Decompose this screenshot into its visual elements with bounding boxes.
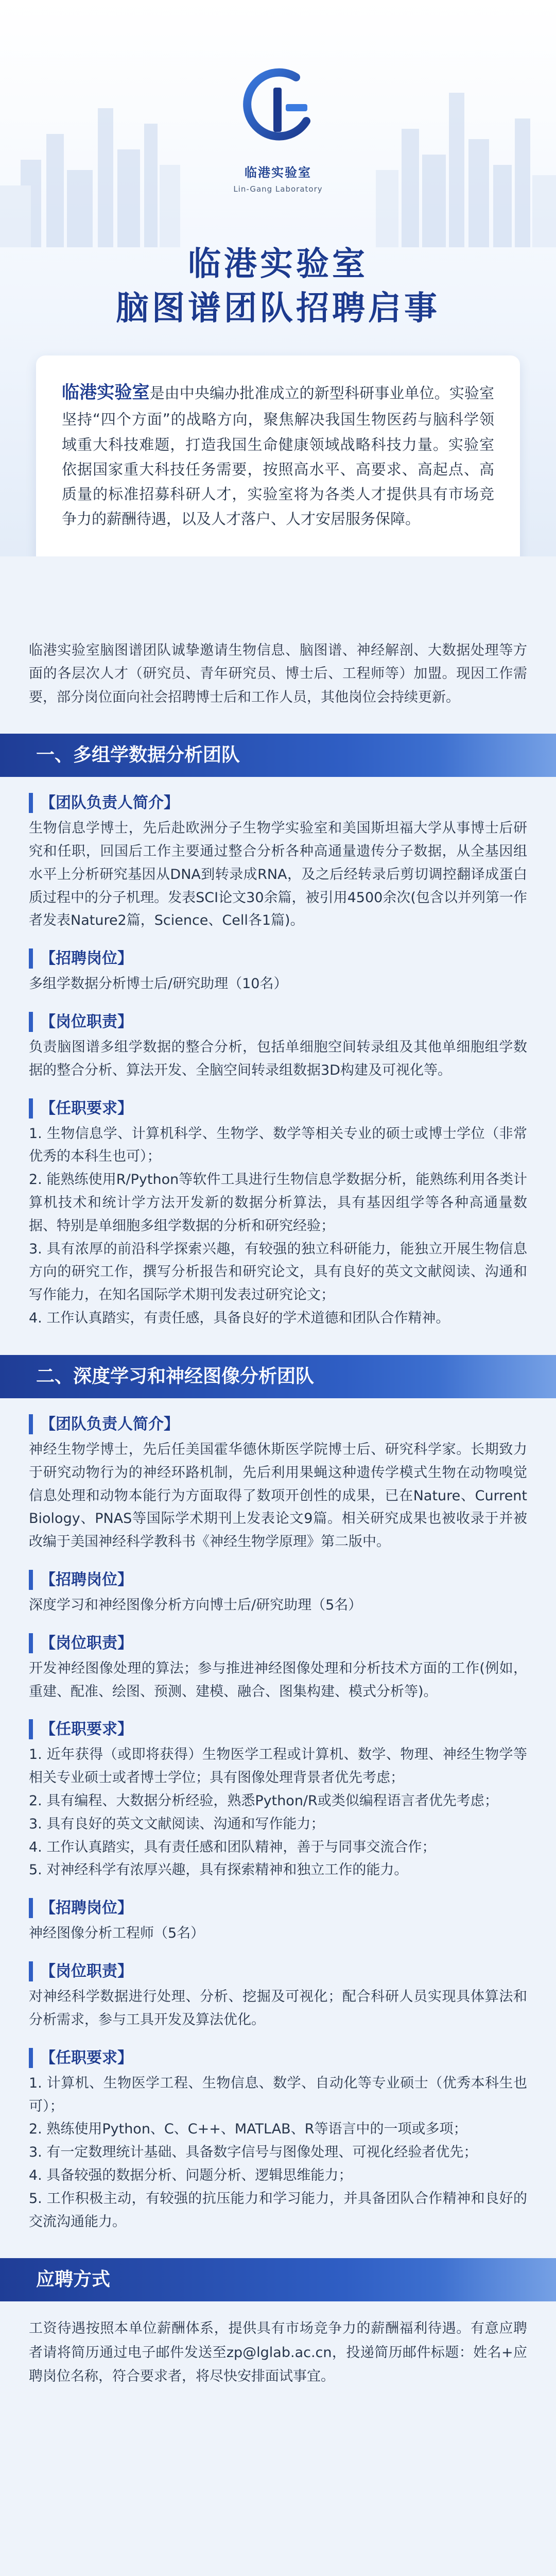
block-title: 【任职要求】 (29, 1098, 133, 1118)
requirement-item: 1. 近年获得（或即将获得）生物医学工程或计算机、数学、物理、神经生物学等相关专业硕士或者博士学位；具有图像处理背景者优先考虑； (29, 1747, 527, 1786)
requirement-item: 3. 具有良好的英文文献阅读、沟通和写作能力； (29, 1816, 325, 1832)
lab-intro-card (36, 355, 520, 556)
requirements-block (29, 1719, 527, 1882)
section-title: 应聘方式 (36, 2269, 111, 2291)
title-line-2: 脑图谱团队招聘启事 (116, 290, 440, 328)
block-title: 【招聘岗位】 (29, 1570, 133, 1590)
position-block (29, 948, 527, 996)
intro-text: 是由中央编办批准成立的新型科研事业单位。实验室坚持“四个方面”的战略方向，聚焦解决我国生物医药与脑科学领域重大科技难题，打造我国生命健康领域战略科技力量。实验室依据国家重大科技任务需要，按照高水平、高要求、高起点、高质量的标准招募科研人才，实验室将为各类人才提供具有市场竞争力的薪酬待遇，以及人才落户、人才安居服务保障。 (62, 384, 494, 528)
requirements-block (29, 1098, 527, 1330)
requirement-item: 2. 熟练使用Python、C、C++、MATLAB、R等语言中的一项或多项； (29, 2121, 467, 2138)
duties-text: 对神经科学数据进行处理、分析、挖掘及可视化；配合科研人员实现具体算法和分析需求，参与工具开发及算法优化。 (29, 1989, 527, 2028)
duties-block (29, 1633, 527, 1704)
block-title: 【招聘岗位】 (29, 1898, 133, 1918)
team-leader-block (29, 792, 527, 933)
section-bar-decoration (438, 2258, 556, 2301)
requirements-list (29, 1743, 527, 1882)
requirement-item: 3. 有一定数理统计基础、具备数字信号与图像处理、可视化经验者优先； (29, 2144, 478, 2161)
section-bar-decoration (438, 734, 556, 777)
requirement-item: 2. 能熟练使用R/Python等软件工具进行生物信息学数据分析，能熟练利用各类计算机技术和统计学方法开发新的数据分析算法，具有基因组学等各种高通量数据、特别是单细胞多组学数据的分析和研究经验； (29, 1172, 527, 1234)
logo-english-name: Lin-Gang Laboratory (233, 184, 323, 194)
requirements-list (29, 2072, 527, 2234)
section-header-apply (0, 2258, 556, 2301)
requirement-item: 3. 具有浓厚的前沿科学探索兴趣，有较强的独立科研能力，能独立开展生物信息方向的研究工作，撰写分析报告和研究论文，具有良好的英文文献阅读、沟通和写作能力，在知名国际学术期刊发表过研究论文； (29, 1241, 527, 1303)
block-title: 【任职要求】 (29, 2048, 133, 2068)
title-line-1: 临港实验室 (188, 245, 368, 283)
logo-name: 临港实验室 (245, 165, 311, 180)
position-name: 多组学数据分析博士后/研究助理（10名） (29, 976, 288, 992)
section-title: 二、深度学习和神经图像分析团队 (36, 1365, 315, 1387)
requirements-list (29, 1123, 527, 1330)
requirements-block (29, 2047, 527, 2234)
section-header-team-1 (0, 734, 556, 777)
intro-lead: 临港实验室 (62, 382, 150, 403)
page-title (0, 242, 556, 331)
position-name: 深度学习和神经图像分析方向博士后/研究助理（5名） (29, 1597, 362, 1613)
lingang-logo-icon (234, 62, 322, 149)
duties-text: 负责脑图谱多组学数据的整合分析，包括单细胞空间转录组及其他单细胞组学数据的整合分析、算法开发、全脑空间转录组数据3D构建及可视化等。 (29, 1039, 527, 1078)
position-name: 神经图像分析工程师（5名） (29, 1925, 205, 1942)
block-title: 【团队负责人简介】 (29, 1414, 179, 1434)
leader-description: 神经生物学博士，先后任美国霍华德休斯医学院博士后、研究科学家。长期致力于研究动物行为的神经环路机制，先后利用果蝇这种遗传学模式生物在动物嗅觉信息处理和动物本能行为方面取得了数项开创性的成果，已在Nature、Current Biology、PNAS等国际学术期刊上发表论文9篇。相关研究成果也被收录于并被改编于美国神经科学教科书《神经生物学原理》第二版中。 (29, 1441, 527, 1550)
leader-description: 生物信息学博士，先后赴欧洲分子生物学实验室和美国斯坦福大学从事博士后研究和任职，回国后工作主要通过整合分析各种高通量遗传分子数据，从全基因组水平上分析研究基因从DNA到转录成RNA，及之后经转录后剪切调控翻译成蛋白质过程中的分子机理。发表SCI论文30余篇，被引用4500余次(包含以并列第一作者发表Nature2篇，Science、Cell各1篇)。 (29, 820, 527, 929)
block-title: 【岗位职责】 (29, 1012, 133, 1032)
requirement-item: 4. 工作认真踏实，有责任感，具备良好的学术道德和团队合作精神。 (29, 1310, 450, 1327)
duties-text: 开发神经图像处理的算法；参与推进神经图像处理和分析技术方面的工作(例如，重建、配准、绘图、预测、建模、融合、图集构建、模式分析等)。 (29, 1660, 527, 1700)
team-leader-block (29, 1414, 527, 1554)
block-title: 【任职要求】 (29, 1719, 133, 1739)
requirement-item: 1. 生物信息学、计算机科学、生物学、数学等相关专业的硕士或博士学位（非常优秀的本科生也可）； (29, 1125, 527, 1165)
apply-instructions: 工资待遇按照本单位薪酬体系，提供具有市场竞争力的薪酬福利待遇。有意应聘者请将简历通过电子邮件发送至zp@lglab.ac.cn，投递简历邮件标题：姓名+应聘岗位名称，符合要求者，将尽快安排面试事宜。 (29, 2320, 527, 2385)
opening-paragraph: 临港实验室脑图谱团队诚挚邀请生物信息、脑图谱、神经解剖、大数据处理等方面的各层次人才（研究员、青年研究员、博士后、工程师等）加盟。现因工作需要，部分岗位面向社会招聘博士后和工作人员，其他岗位会持续更新。 (29, 642, 527, 705)
position-block (29, 1569, 527, 1617)
main-content (0, 639, 556, 2389)
hero-header (0, 0, 556, 556)
requirement-item: 4. 工作认真踏实，具有责任感和团队精神，善于与同事交流合作； (29, 1839, 436, 1855)
requirement-item: 5. 工作积极主动，有较强的抗压能力和学习能力，并具备团队合作精神和良好的交流沟通能力。 (29, 2190, 527, 2230)
requirement-item: 1. 计算机、生物医学工程、生物信息、数学、自动化等专业硕士（优秀本科生也可）； (29, 2075, 527, 2114)
section-title: 一、多组学数据分析团队 (36, 744, 240, 766)
requirement-item: 4. 具备较强的数据分析、问题分析、逻辑思维能力； (29, 2167, 353, 2183)
requirement-item: 5. 对神经科学有浓厚兴趣，具有探索精神和独立工作的能力。 (29, 1862, 408, 1878)
block-title: 【团队负责人简介】 (29, 793, 179, 813)
position-block (29, 1897, 527, 1945)
requirement-item: 2. 具有编程、大数据分析经验，熟悉Python/R或类似编程语言者优先考虑； (29, 1793, 498, 1809)
section-header-team-2 (0, 1355, 556, 1398)
section-bar-decoration (438, 1355, 556, 1398)
block-title: 【岗位职责】 (29, 1633, 133, 1653)
block-title: 【岗位职责】 (29, 1961, 133, 1981)
block-title: 【招聘岗位】 (29, 948, 133, 969)
duties-block (29, 1961, 527, 2032)
duties-block (29, 1011, 527, 1082)
